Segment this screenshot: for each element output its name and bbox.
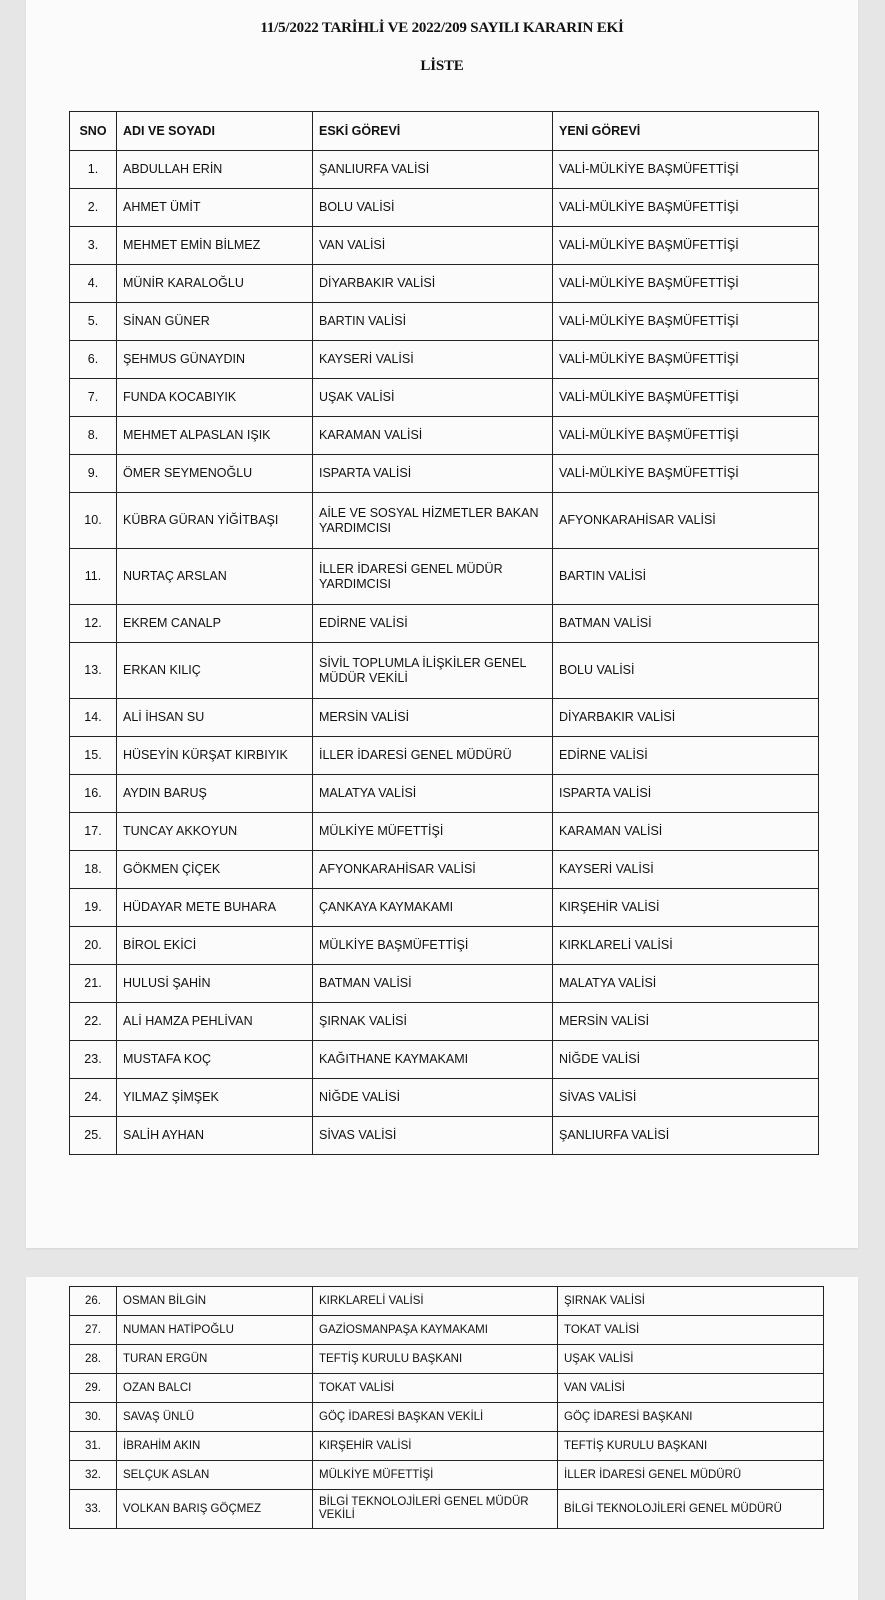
cell-old-duty: İLLER İDARESİ GENEL MÜDÜRÜ bbox=[313, 737, 553, 775]
table-row bbox=[70, 417, 819, 455]
cell-new-duty: BATMAN VALİSİ bbox=[553, 605, 819, 643]
table-row bbox=[70, 1287, 824, 1316]
cell-sno: 6. bbox=[70, 341, 117, 379]
cell-old-duty: MÜLKİYE BAŞMÜFETTİŞİ bbox=[313, 927, 553, 965]
cell-old-duty: KIRKLARELİ VALİSİ bbox=[313, 1287, 558, 1316]
cell-old-duty: BARTIN VALİSİ bbox=[313, 303, 553, 341]
cell-name: FUNDA KOCABIYIK bbox=[117, 379, 313, 417]
cell-old-duty: ŞIRNAK VALİSİ bbox=[313, 1003, 553, 1041]
cell-old-duty: KAYSERİ VALİSİ bbox=[313, 341, 553, 379]
cell-sno: 8. bbox=[70, 417, 117, 455]
cell-name: ÖMER SEYMENOĞLU bbox=[117, 455, 313, 493]
cell-name: SİNAN GÜNER bbox=[117, 303, 313, 341]
table-row bbox=[70, 455, 819, 493]
cell-name: OSMAN BİLGİN bbox=[117, 1287, 313, 1316]
cell-new-duty: TEFTİŞ KURULU BAŞKANI bbox=[558, 1432, 824, 1461]
cell-new-duty: ŞIRNAK VALİSİ bbox=[558, 1287, 824, 1316]
cell-old-duty: ISPARTA VALİSİ bbox=[313, 455, 553, 493]
cell-new-duty: KIRŞEHİR VALİSİ bbox=[553, 889, 819, 927]
cell-name: İBRAHİM AKIN bbox=[117, 1432, 313, 1461]
table-row bbox=[70, 1432, 824, 1461]
cell-name: KÜBRA GÜRAN YİĞİTBAŞI bbox=[117, 493, 313, 549]
cell-sno: 27. bbox=[70, 1316, 117, 1345]
cell-sno: 24. bbox=[70, 1079, 117, 1117]
cell-old-duty: KIRŞEHİR VALİSİ bbox=[313, 1432, 558, 1461]
cell-sno: 10. bbox=[70, 493, 117, 549]
cell-name: BİROL EKİCİ bbox=[117, 927, 313, 965]
cell-old-duty: MÜLKİYE MÜFETTİŞİ bbox=[313, 813, 553, 851]
cell-new-duty: SİVAS VALİSİ bbox=[553, 1079, 819, 1117]
cell-name: EKREM CANALP bbox=[117, 605, 313, 643]
table-row bbox=[70, 151, 819, 189]
table-row bbox=[70, 303, 819, 341]
cell-new-duty: BOLU VALİSİ bbox=[553, 643, 819, 699]
cell-new-duty: VALİ-MÜLKİYE BAŞMÜFETTİŞİ bbox=[553, 227, 819, 265]
table-row bbox=[70, 1117, 819, 1155]
cell-old-duty: UŞAK VALİSİ bbox=[313, 379, 553, 417]
cell-name: ALİ HAMZA PEHLİVAN bbox=[117, 1003, 313, 1041]
cell-name: AYDIN BARUŞ bbox=[117, 775, 313, 813]
cell-old-duty: VAN VALİSİ bbox=[313, 227, 553, 265]
cell-name: SALİH AYHAN bbox=[117, 1117, 313, 1155]
cell-sno: 16. bbox=[70, 775, 117, 813]
cell-new-duty: KIRKLARELİ VALİSİ bbox=[553, 927, 819, 965]
cell-name: YILMAZ ŞİMŞEK bbox=[117, 1079, 313, 1117]
cell-sno: 26. bbox=[70, 1287, 117, 1316]
table-row bbox=[70, 813, 819, 851]
cell-name: NUMAN HATİPOĞLU bbox=[117, 1316, 313, 1345]
cell-sno: 22. bbox=[70, 1003, 117, 1041]
cell-sno: 25. bbox=[70, 1117, 117, 1155]
cell-old-duty: BATMAN VALİSİ bbox=[313, 965, 553, 1003]
cell-name: HÜDAYAR METE BUHARA bbox=[117, 889, 313, 927]
cell-sno: 29. bbox=[70, 1374, 117, 1403]
cell-sno: 5. bbox=[70, 303, 117, 341]
cell-name: ERKAN KILIÇ bbox=[117, 643, 313, 699]
cell-old-duty: BOLU VALİSİ bbox=[313, 189, 553, 227]
cell-new-duty: DİYARBAKIR VALİSİ bbox=[553, 699, 819, 737]
cell-new-duty: BARTIN VALİSİ bbox=[553, 549, 819, 605]
table-row bbox=[70, 341, 819, 379]
cell-old-duty: NİĞDE VALİSİ bbox=[313, 1079, 553, 1117]
table-row bbox=[70, 265, 819, 303]
cell-sno: 17. bbox=[70, 813, 117, 851]
cell-new-duty: VALİ-MÜLKİYE BAŞMÜFETTİŞİ bbox=[553, 303, 819, 341]
cell-sno: 9. bbox=[70, 455, 117, 493]
cell-sno: 21. bbox=[70, 965, 117, 1003]
cell-sno: 3. bbox=[70, 227, 117, 265]
cell-new-duty: ŞANLIURFA VALİSİ bbox=[553, 1117, 819, 1155]
table-row bbox=[70, 605, 819, 643]
table-row bbox=[70, 1345, 824, 1374]
table-row bbox=[70, 1003, 819, 1041]
cell-old-duty: İLLER İDARESİ GENEL MÜDÜR YARDIMCISI bbox=[313, 549, 553, 605]
cell-new-duty: AFYONKARAHİSAR VALİSİ bbox=[553, 493, 819, 549]
cell-new-duty: VALİ-MÜLKİYE BAŞMÜFETTİŞİ bbox=[553, 417, 819, 455]
cell-old-duty: MALATYA VALİSİ bbox=[313, 775, 553, 813]
cell-new-duty: VALİ-MÜLKİYE BAŞMÜFETTİŞİ bbox=[553, 379, 819, 417]
table-row bbox=[70, 1316, 824, 1345]
cell-new-duty: KARAMAN VALİSİ bbox=[553, 813, 819, 851]
cell-new-duty: ISPARTA VALİSİ bbox=[553, 775, 819, 813]
cell-old-duty: TOKAT VALİSİ bbox=[313, 1374, 558, 1403]
cell-name: MUSTAFA KOÇ bbox=[117, 1041, 313, 1079]
cell-new-duty: TOKAT VALİSİ bbox=[558, 1316, 824, 1345]
table-row bbox=[70, 1041, 819, 1079]
cell-old-duty: ŞANLIURFA VALİSİ bbox=[313, 151, 553, 189]
table-row bbox=[70, 775, 819, 813]
cell-new-duty: İLLER İDARESİ GENEL MÜDÜRÜ bbox=[558, 1461, 824, 1490]
cell-name: VOLKAN BARIŞ GÖÇMEZ bbox=[117, 1490, 313, 1529]
cell-name: AHMET ÜMİT bbox=[117, 189, 313, 227]
cell-name: MEHMET ALPASLAN IŞIK bbox=[117, 417, 313, 455]
cell-new-duty: VALİ-MÜLKİYE BAŞMÜFETTİŞİ bbox=[553, 265, 819, 303]
table-row bbox=[70, 379, 819, 417]
cell-sno: 32. bbox=[70, 1461, 117, 1490]
cell-sno: 4. bbox=[70, 265, 117, 303]
cell-new-duty: VALİ-MÜLKİYE BAŞMÜFETTİŞİ bbox=[553, 151, 819, 189]
table-row bbox=[70, 643, 819, 699]
cell-old-duty: KAĞITHANE KAYMAKAMI bbox=[313, 1041, 553, 1079]
cell-sno: 2. bbox=[70, 189, 117, 227]
cell-sno: 31. bbox=[70, 1432, 117, 1461]
cell-old-duty: MÜLKİYE MÜFETTİŞİ bbox=[313, 1461, 558, 1490]
cell-sno: 20. bbox=[70, 927, 117, 965]
appointments-table-page-2 bbox=[69, 1286, 824, 1529]
table-row bbox=[70, 851, 819, 889]
cell-sno: 28. bbox=[70, 1345, 117, 1374]
cell-new-duty: VALİ-MÜLKİYE BAŞMÜFETTİŞİ bbox=[553, 455, 819, 493]
table-row bbox=[70, 1461, 824, 1490]
cell-name: ŞEHMUS GÜNAYDIN bbox=[117, 341, 313, 379]
cell-sno: 23. bbox=[70, 1041, 117, 1079]
cell-new-duty: UŞAK VALİSİ bbox=[558, 1345, 824, 1374]
document-subtitle: LİSTE bbox=[420, 58, 464, 74]
cell-sno: 18. bbox=[70, 851, 117, 889]
cell-old-duty: TEFTİŞ KURULU BAŞKANI bbox=[313, 1345, 558, 1374]
cell-old-duty: BİLGİ TEKNOLOJİLERİ GENEL MÜDÜR VEKİLİ bbox=[313, 1490, 558, 1529]
cell-name: SAVAŞ ÜNLÜ bbox=[117, 1403, 313, 1432]
cell-new-duty: KAYSERİ VALİSİ bbox=[553, 851, 819, 889]
cell-new-duty: VAN VALİSİ bbox=[558, 1374, 824, 1403]
cell-name: NURTAÇ ARSLAN bbox=[117, 549, 313, 605]
header-new-duty: YENİ GÖREVİ bbox=[553, 112, 819, 151]
cell-sno: 12. bbox=[70, 605, 117, 643]
appointments-table-page-1 bbox=[69, 111, 819, 1155]
cell-name: SELÇUK ASLAN bbox=[117, 1461, 313, 1490]
cell-sno: 1. bbox=[70, 151, 117, 189]
header-sno: SNO bbox=[70, 112, 117, 151]
table-row bbox=[70, 1490, 824, 1529]
cell-old-duty: AİLE VE SOSYAL HİZMETLER BAKAN YARDIMCISI bbox=[313, 493, 553, 549]
cell-name: MÜNİR KARALOĞLU bbox=[117, 265, 313, 303]
cell-new-duty: NİĞDE VALİSİ bbox=[553, 1041, 819, 1079]
table-header-row bbox=[70, 112, 819, 151]
table-row bbox=[70, 549, 819, 605]
cell-sno: 14. bbox=[70, 699, 117, 737]
table-row bbox=[70, 1374, 824, 1403]
cell-name: TURAN ERGÜN bbox=[117, 1345, 313, 1374]
cell-sno: 30. bbox=[70, 1403, 117, 1432]
table-row bbox=[70, 493, 819, 549]
table-row bbox=[70, 889, 819, 927]
table-row bbox=[70, 1403, 824, 1432]
cell-new-duty: GÖÇ İDARESİ BAŞKANI bbox=[558, 1403, 824, 1432]
document-page-2 bbox=[26, 1277, 858, 1600]
cell-old-duty: MERSİN VALİSİ bbox=[313, 699, 553, 737]
document-page-1 bbox=[26, 0, 858, 1248]
table-row bbox=[70, 699, 819, 737]
header-old-duty: ESKİ GÖREVİ bbox=[313, 112, 553, 151]
header-name: ADI VE SOYADI bbox=[117, 112, 313, 151]
cell-new-duty: MALATYA VALİSİ bbox=[553, 965, 819, 1003]
cell-new-duty: BİLGİ TEKNOLOJİLERİ GENEL MÜDÜRÜ bbox=[558, 1490, 824, 1529]
cell-old-duty: SİVİL TOPLUMLA İLİŞKİLER GENEL MÜDÜR VEKİLİ bbox=[313, 643, 553, 699]
cell-name: HULUSİ ŞAHİN bbox=[117, 965, 313, 1003]
table-row bbox=[70, 189, 819, 227]
cell-old-duty: KARAMAN VALİSİ bbox=[313, 417, 553, 455]
cell-name: MEHMET EMİN BİLMEZ bbox=[117, 227, 313, 265]
table-row bbox=[70, 927, 819, 965]
cell-new-duty: EDİRNE VALİSİ bbox=[553, 737, 819, 775]
table-row bbox=[70, 227, 819, 265]
cell-name: GÖKMEN ÇİÇEK bbox=[117, 851, 313, 889]
cell-new-duty: MERSİN VALİSİ bbox=[553, 1003, 819, 1041]
cell-old-duty: ÇANKAYA KAYMAKAMI bbox=[313, 889, 553, 927]
cell-old-duty: SİVAS VALİSİ bbox=[313, 1117, 553, 1155]
cell-old-duty: GÖÇ İDARESİ BAŞKAN VEKİLİ bbox=[313, 1403, 558, 1432]
table-row bbox=[70, 737, 819, 775]
cell-new-duty: VALİ-MÜLKİYE BAŞMÜFETTİŞİ bbox=[553, 341, 819, 379]
cell-old-duty: DİYARBAKIR VALİSİ bbox=[313, 265, 553, 303]
cell-sno: 19. bbox=[70, 889, 117, 927]
table-row bbox=[70, 1079, 819, 1117]
cell-old-duty: GAZİOSMANPAŞA KAYMAKAMI bbox=[313, 1316, 558, 1345]
cell-sno: 13. bbox=[70, 643, 117, 699]
cell-name: OZAN BALCI bbox=[117, 1374, 313, 1403]
cell-sno: 33. bbox=[70, 1490, 117, 1529]
cell-name: HÜSEYİN KÜRŞAT KIRBIYIK bbox=[117, 737, 313, 775]
cell-name: TUNCAY AKKOYUN bbox=[117, 813, 313, 851]
document-title: 11/5/2022 TARİHLİ VE 2022/209 SAYILI KARARIN EKİ bbox=[260, 20, 624, 36]
table-row bbox=[70, 965, 819, 1003]
cell-sno: 11. bbox=[70, 549, 117, 605]
cell-new-duty: VALİ-MÜLKİYE BAŞMÜFETTİŞİ bbox=[553, 189, 819, 227]
cell-name: ALİ İHSAN SU bbox=[117, 699, 313, 737]
cell-old-duty: EDİRNE VALİSİ bbox=[313, 605, 553, 643]
cell-old-duty: AFYONKARAHİSAR VALİSİ bbox=[313, 851, 553, 889]
cell-sno: 7. bbox=[70, 379, 117, 417]
cell-sno: 15. bbox=[70, 737, 117, 775]
cell-name: ABDULLAH ERİN bbox=[117, 151, 313, 189]
